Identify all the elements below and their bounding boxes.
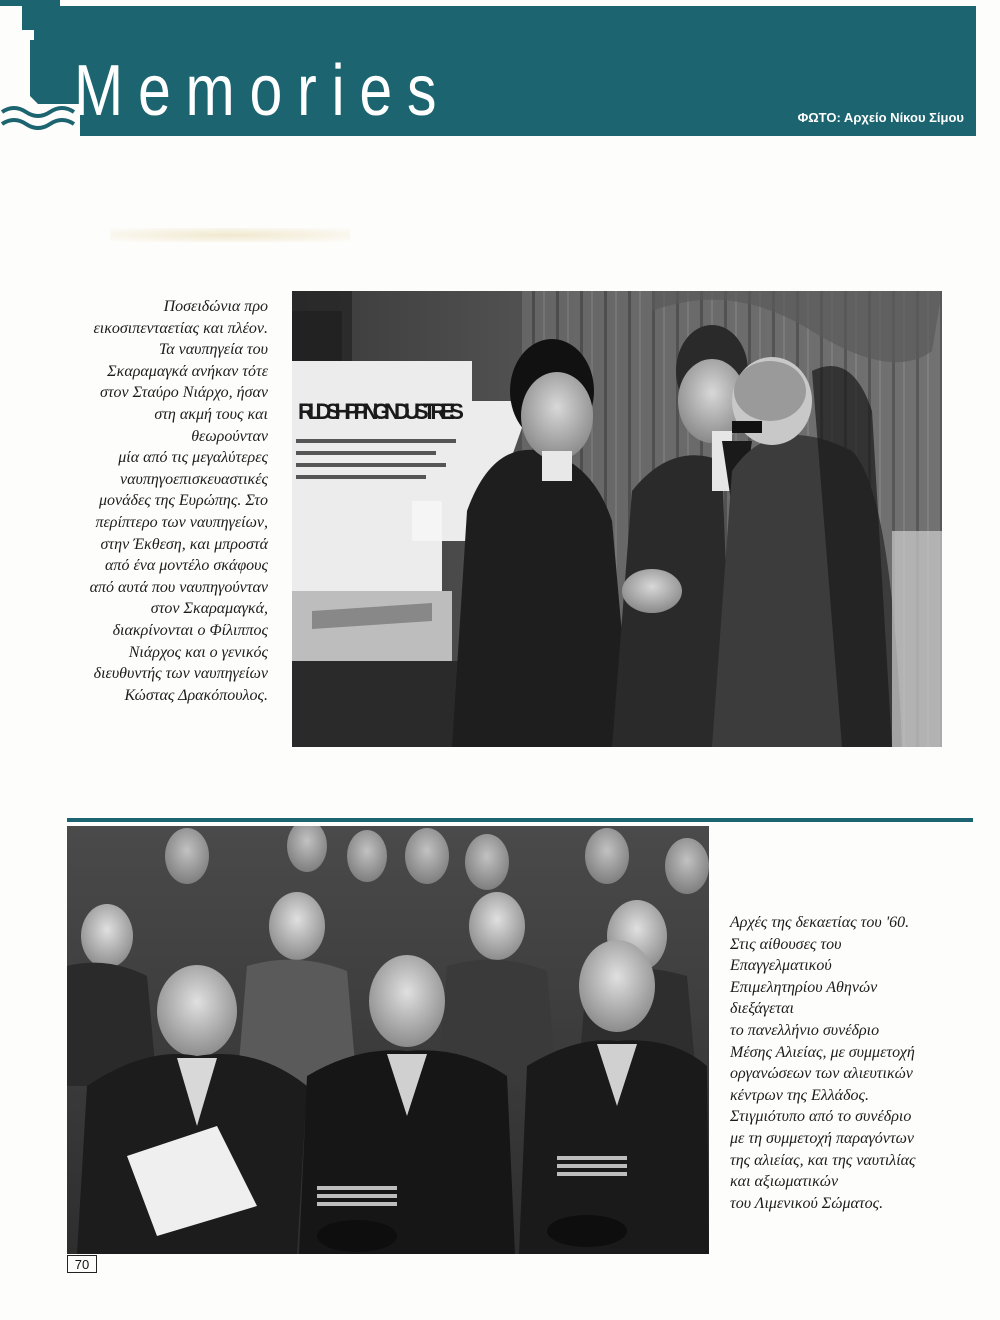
caption-line: ναυπηγοεπισκευαστικές xyxy=(119,470,268,488)
caption-line: περίπτερο των ναυπηγείων, xyxy=(95,513,268,531)
caption-line: διεξάγεται xyxy=(730,1000,794,1018)
caption-line: το πανελλήνιο συνέδριο xyxy=(730,1021,880,1039)
caption-line: εικοσιπενταετίας και πλέον. xyxy=(93,319,268,337)
caption-line: στην Έκθεση, και μπροστά xyxy=(100,535,268,553)
caption-line: μία από τις μεγαλύτερες xyxy=(118,449,268,467)
photo-shipyard-pavilion xyxy=(292,291,942,747)
caption-line: Επιμελητηρίου Αθηνών xyxy=(730,978,878,996)
photo-fishing-congress xyxy=(67,826,709,1254)
caption-line: στη ακμή τους και xyxy=(154,405,268,423)
caption-top xyxy=(60,296,268,706)
caption-line: οργανώσεων των αλιευτικών xyxy=(730,1065,913,1083)
caption-line: του Λιμενικού Σώματος. xyxy=(730,1194,884,1212)
caption-line: μονάδες της Ευρώπης. Στο xyxy=(98,492,268,510)
caption-line: από αυτά που ναυπηγούνταν xyxy=(89,578,268,596)
caption-line: Επαγγελματικού xyxy=(730,957,832,975)
page-title: Memories xyxy=(74,51,452,131)
caption-line: θεωρούνταν xyxy=(191,427,268,445)
caption-line: Στιγμιότυπο από το συνέδριο xyxy=(730,1108,912,1126)
caption-bottom xyxy=(730,912,930,1214)
caption-line: της αλιείας, και της ναυτιλίας xyxy=(730,1151,916,1169)
photo-credit: ΦΩΤΟ: Αρχείο Νίκου Σίμου xyxy=(797,110,964,125)
caption-line: Μέσης Αλιείας, με συμμετοχή xyxy=(730,1043,915,1061)
caption-line: Νιάρχος και ο γενικός xyxy=(128,643,268,661)
caption-line: από ένα μοντέλο σκάφους xyxy=(105,557,268,575)
caption-line: Κώστας Δρακόπουλος. xyxy=(124,686,268,704)
caption-line: διακρίνονται ο Φίλιππος xyxy=(112,621,268,639)
lighthouse-wave-logo xyxy=(0,0,80,140)
caption-line: Τα ναυπηγεία του xyxy=(158,341,268,359)
section-divider xyxy=(67,818,973,822)
pavilion-sign-text: RLD SHIPPING INDUSTRIES xyxy=(298,399,464,424)
caption-line: με τη συμμετοχή παραγόντων xyxy=(730,1129,915,1147)
caption-line: και αξιωματικών xyxy=(730,1173,839,1191)
caption-line: Σκαραμαγκά ανήκαν τότε xyxy=(107,362,268,380)
caption-line: στον Σταύρο Νιάρχο, ήσαν xyxy=(99,384,268,402)
caption-line: Αρχές της δεκαετίας του '60. xyxy=(730,914,910,931)
caption-line: στον Σκαραμαγκά, xyxy=(150,600,268,618)
caption-line: διευθυντής των ναυπηγείων xyxy=(93,665,268,683)
page-number: 70 xyxy=(67,1255,97,1273)
caption-line: Στις αίθουσες του xyxy=(730,935,842,953)
paper-smudge xyxy=(110,228,350,242)
caption-line: κέντρων της Ελλάδος. xyxy=(730,1086,870,1104)
caption-line: Ποσειδώνια προ xyxy=(163,298,268,315)
